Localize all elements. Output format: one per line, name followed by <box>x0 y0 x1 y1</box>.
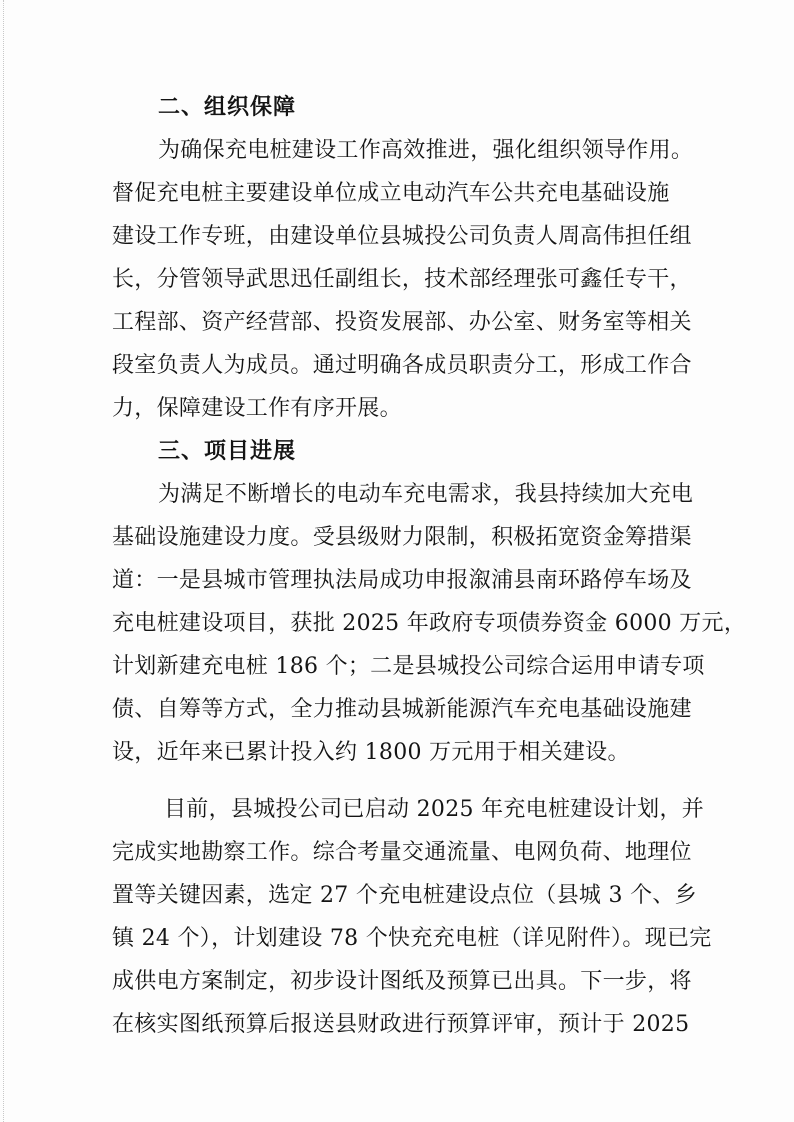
paragraph-gap <box>112 774 672 788</box>
paragraph-line: 督促充电桩主要建设单位成立电动汽车公共充电基础设施 <box>112 181 670 206</box>
scan-edge <box>3 0 5 1122</box>
paragraph-line: 段室负责人为成员。通过明确各成员职责分工，形成工作合 <box>112 353 692 378</box>
paragraph-line: 目前，县城投公司已启动 2025 年充电桩建设计划，并 <box>164 797 705 822</box>
paragraph-line: 工程部、资产经营部、投资发展部、办公室、财务室等相关 <box>112 310 692 335</box>
paragraph-line: 设，近年来已累计投入约 1800 万元用于相关建设。 <box>112 740 630 765</box>
paragraph-line: 完成实地勘察工作。综合考量交通流量、电网负荷、地理位 <box>112 840 692 865</box>
document-body <box>112 86 747 1046</box>
paragraph-line: 充电桩建设项目，获批 2025 年政府专项债券资金 6000 万元， <box>112 611 747 636</box>
paragraph-line: 镇 24 个），计划建设 78 个快充充电桩（详见附件）。现已完 <box>112 926 712 951</box>
paragraph-line: 为确保充电桩建设工作高效推进，强化组织领导作用。 <box>158 138 694 163</box>
section-heading-organization: 二、组织保障 <box>158 95 297 120</box>
section-heading-progress: 三、项目进展 <box>158 439 297 464</box>
paragraph-line: 计划新建充电桩 186 个；二是县城投公司综合运用申请专项 <box>112 654 705 679</box>
paragraph-line: 为满足不断增长的电动车充电需求，我县持续加大充电 <box>158 482 694 507</box>
paragraph-line: 成供电方案制定，初步设计图纸及预算已出具。下一步，将 <box>112 969 692 994</box>
paragraph-line: 债、自筹等方式，全力推动县城新能源汽车充电基础设施建 <box>112 697 692 722</box>
paragraph-line: 道：一是县城市管理执法局成功申报溆浦县南环路停车场及 <box>112 568 692 593</box>
paragraph-line: 基础设施建设力度。受县级财力限制，积极拓宽资金筹措渠 <box>112 525 692 550</box>
paragraph-line: 长，分管领导武思迅任副组长，技术部经理张可鑫任专干， <box>112 267 692 292</box>
paragraph-line: 力，保障建设工作有序开展。 <box>112 396 402 421</box>
paragraph-line: 在核实图纸预算后报送县财政进行预算评审，预计于 2025 <box>112 1012 690 1037</box>
paragraph-line: 置等关键因素，选定 27 个充电桩建设点位（县城 3 个、乡 <box>112 883 697 908</box>
paragraph-line: 建设工作专班，由建设单位县城投公司负责人周高伟担任组 <box>112 224 692 249</box>
